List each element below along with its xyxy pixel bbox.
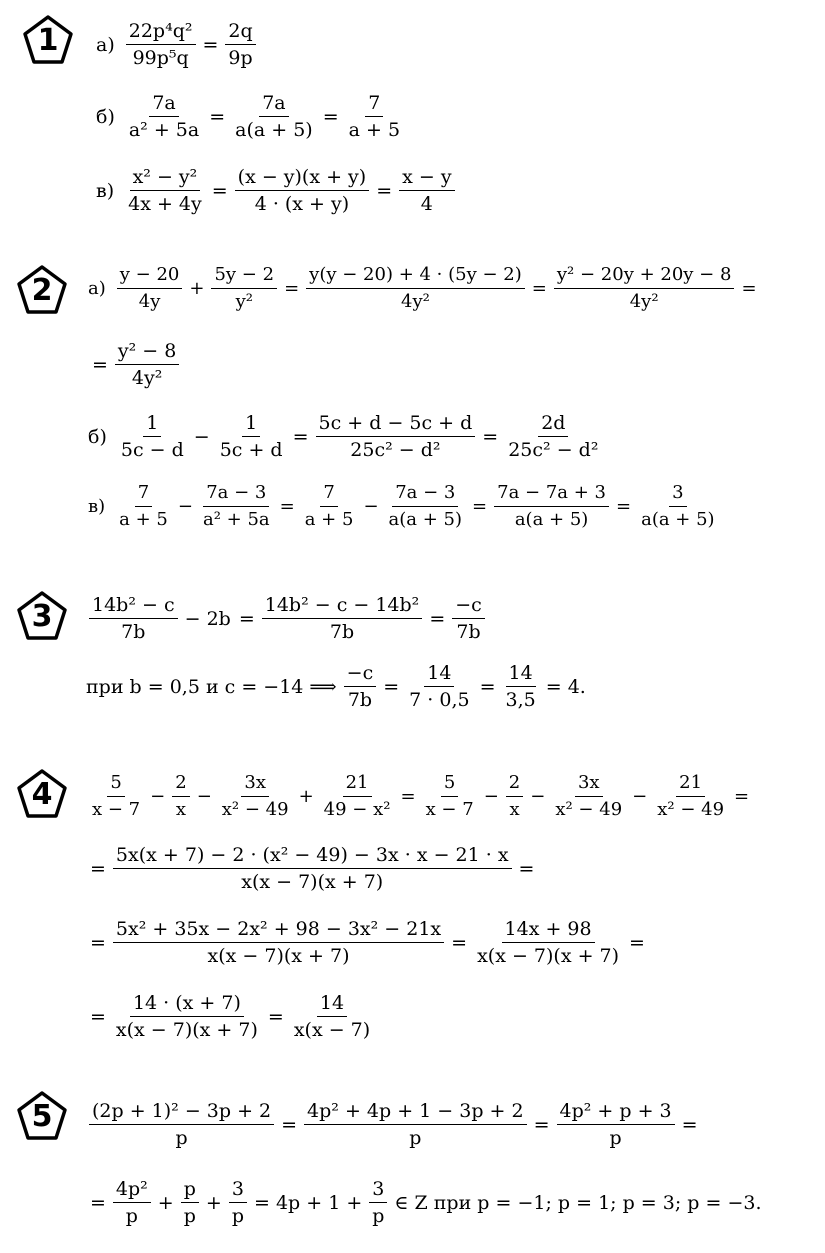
item-label: в) <box>88 496 106 517</box>
problem-badge-2 <box>16 264 68 316</box>
fraction <box>126 90 202 143</box>
denominator: a² + 5a <box>128 119 200 141</box>
fraction <box>452 592 485 645</box>
operator: = <box>90 1005 106 1028</box>
numerator: 7a − 7a + 3 <box>494 480 609 507</box>
operator: − <box>483 786 499 807</box>
denominator: a + 5 <box>304 509 354 530</box>
numerator: p <box>181 1176 199 1203</box>
fraction <box>113 842 512 895</box>
denominator: x − 7 <box>92 799 141 820</box>
operator: = <box>209 105 226 128</box>
fraction <box>474 916 622 969</box>
p1-line-a <box>96 18 259 71</box>
operator: = <box>531 278 547 299</box>
denominator: x <box>175 799 187 820</box>
denominator: 4x + 4y <box>128 193 202 215</box>
operator: = <box>533 1113 550 1136</box>
numerator: 21 <box>676 770 705 797</box>
operator: = <box>92 353 108 376</box>
problem-badge-4 <box>16 768 68 820</box>
operator: = <box>479 675 496 698</box>
fraction <box>113 990 261 1043</box>
operator: = <box>616 496 632 517</box>
denominator: x² − 49 <box>555 799 623 820</box>
fraction <box>321 770 394 823</box>
numerator: 7a <box>149 90 178 117</box>
denominator: 49 − x² <box>323 799 391 820</box>
fraction <box>654 770 727 823</box>
p4-line-4 <box>86 990 376 1043</box>
operator: = <box>741 278 757 299</box>
denominator: 4 · (x + y) <box>254 193 350 215</box>
item-label: б) <box>88 425 107 448</box>
operator: = <box>376 179 393 202</box>
fraction <box>125 164 205 217</box>
fraction <box>399 164 454 217</box>
denominator: a(a + 5) <box>514 509 589 530</box>
p3-line-2 <box>86 660 590 713</box>
fraction <box>219 770 292 823</box>
denominator: x(x − 7)(x + 7) <box>207 945 350 967</box>
numerator: 14 <box>317 990 347 1017</box>
operator: = <box>472 496 488 517</box>
numerator: 22p⁴q² <box>126 18 196 45</box>
operator: = <box>284 278 300 299</box>
numerator: x − y <box>399 164 454 191</box>
operator: = <box>681 1113 698 1136</box>
operator: = <box>90 857 106 880</box>
operator: = <box>451 931 468 954</box>
operator: = <box>202 33 219 56</box>
fraction <box>638 480 718 533</box>
numerator: 5c + d − 5c + d <box>316 410 476 437</box>
fraction <box>302 480 357 533</box>
fraction <box>557 1098 675 1151</box>
operator: − <box>177 496 193 517</box>
fraction <box>494 480 609 533</box>
fraction <box>304 1098 527 1151</box>
fraction <box>115 338 179 391</box>
operator: = <box>281 1113 298 1136</box>
condition-text: при b = 0,5 и c = −14 ⟹ <box>86 675 337 698</box>
denominator: 4y <box>138 291 161 312</box>
operator: = <box>629 931 645 954</box>
denominator: 7 · 0,5 <box>409 689 470 711</box>
numerator: 7a − 3 <box>203 480 269 507</box>
operator: = <box>279 496 295 517</box>
fraction <box>89 592 178 645</box>
fraction <box>554 262 735 315</box>
item-label: б) <box>96 105 115 128</box>
numerator: 14 · (x + 7) <box>130 990 244 1017</box>
denominator: y² <box>235 291 253 312</box>
numerator: 1 <box>143 410 161 437</box>
operator: + <box>157 1191 174 1214</box>
numerator: 7 <box>365 90 383 117</box>
numerator: 14 <box>506 660 536 687</box>
fraction <box>423 770 477 823</box>
numerator: 4p² <box>113 1176 151 1203</box>
denominator: a(a + 5) <box>641 509 715 530</box>
numerator: x² − y² <box>130 164 201 191</box>
denominator: 7b <box>347 689 373 711</box>
denominator: x(x − 7)(x + 7) <box>241 871 384 893</box>
fraction <box>291 990 373 1043</box>
operator: − <box>530 786 546 807</box>
badge-number: 2 <box>31 273 53 308</box>
fraction <box>89 1098 274 1151</box>
operator: − <box>193 425 210 448</box>
fraction <box>316 410 476 463</box>
item-label: в) <box>96 179 115 202</box>
p4-line-3 <box>86 916 649 969</box>
denominator: 25c² − d² <box>508 439 599 461</box>
p4-line-2 <box>86 842 538 895</box>
numerator: 14x + 98 <box>502 916 595 943</box>
numerator: −c <box>344 660 377 687</box>
p5-line-2 <box>86 1176 766 1229</box>
operator: − <box>150 786 166 807</box>
fraction <box>113 916 444 969</box>
denominator: 7b <box>456 621 481 643</box>
badge-number: 4 <box>31 777 53 812</box>
fraction <box>211 262 277 315</box>
numerator: 2 <box>506 770 523 797</box>
fraction <box>262 592 423 645</box>
denominator: a(a + 5) <box>235 119 313 141</box>
p1-line-v <box>96 164 458 217</box>
fraction <box>118 410 187 463</box>
problem-badge-5 <box>16 1090 68 1142</box>
denominator: 25c² − d² <box>350 439 441 461</box>
numerator: 2 <box>172 770 189 797</box>
p2-line-v <box>88 480 721 533</box>
operator: = <box>267 1005 284 1028</box>
operator: = <box>211 179 228 202</box>
fraction <box>235 164 370 217</box>
numerator: 2q <box>225 18 255 45</box>
numerator: y − 20 <box>117 262 183 289</box>
operator: = <box>90 1191 106 1214</box>
numerator: y(y − 20) + 4 · (5y − 2) <box>306 262 525 289</box>
operator: − 2b <box>184 607 231 630</box>
denominator: a(a + 5) <box>388 509 463 530</box>
operator: = <box>238 607 255 630</box>
denominator: p <box>231 1205 244 1227</box>
fraction <box>217 410 286 463</box>
denominator: 7b <box>329 621 355 643</box>
denominator: x² − 49 <box>221 799 289 820</box>
fraction <box>503 660 539 713</box>
fraction <box>229 1176 247 1229</box>
operator: = <box>322 105 339 128</box>
p2-line-a2 <box>88 338 182 391</box>
fraction <box>505 410 601 463</box>
numerator: 3 <box>669 480 686 507</box>
numerator: 5y − 2 <box>211 262 277 289</box>
problem-badge-3 <box>16 590 68 642</box>
fraction <box>232 90 316 143</box>
denominator: a + 5 <box>348 119 401 141</box>
fraction <box>181 1176 199 1229</box>
p3-line-1 <box>86 592 488 645</box>
p1-line-b <box>96 90 406 143</box>
badge-number: 5 <box>31 1099 53 1134</box>
item-label: а) <box>96 33 115 56</box>
fraction <box>89 770 143 823</box>
denominator: x(x − 7) <box>293 1019 371 1041</box>
denominator: 3,5 <box>505 689 536 711</box>
fraction <box>172 770 189 823</box>
fraction <box>552 770 625 823</box>
denominator: p <box>409 1127 422 1149</box>
operator: + <box>189 278 205 299</box>
numerator: 14b² − c <box>89 592 178 619</box>
fraction <box>506 770 523 823</box>
operator: − <box>632 786 648 807</box>
numerator: 3x <box>575 770 603 797</box>
denominator: x <box>509 799 520 820</box>
denominator: x(x − 7)(x + 7) <box>477 945 620 967</box>
numerator: y² − 8 <box>115 338 179 365</box>
p5-line-1 <box>86 1098 702 1151</box>
operator: − <box>363 496 379 517</box>
numerator: 5x(x + 7) − 2 · (x² − 49) − 3x · x − 21 · x <box>113 842 512 869</box>
operator: = <box>734 786 750 807</box>
operator: = <box>383 675 400 698</box>
numerator: (2p + 1)² − 3p + 2 <box>89 1098 274 1125</box>
fraction <box>225 18 255 71</box>
fraction <box>406 660 472 713</box>
denominator: 4y² <box>401 291 430 312</box>
operator: = <box>292 425 309 448</box>
numerator: 7 <box>135 480 152 507</box>
denominator: p <box>372 1205 385 1227</box>
denominator: 4y² <box>629 291 659 312</box>
operator: = <box>482 425 499 448</box>
numerator: 5 <box>441 770 458 797</box>
fraction <box>346 90 403 143</box>
fraction <box>117 262 183 315</box>
numerator: 14b² − c − 14b² <box>262 592 423 619</box>
fraction <box>306 262 525 315</box>
denominator: 9p <box>228 47 253 69</box>
denominator: x(x − 7)(x + 7) <box>115 1019 258 1041</box>
result-text: ∈ Z при p = −1; p = 1; p = 3; p = −3. <box>394 1191 762 1214</box>
badge-number: 3 <box>31 599 53 634</box>
numerator: 1 <box>242 410 260 437</box>
numerator: 3 <box>229 1176 247 1203</box>
item-label: а) <box>88 278 106 299</box>
numerator: 3x <box>241 770 269 797</box>
p2-line-a1 <box>88 262 761 315</box>
denominator: 5c + d <box>219 439 283 461</box>
p2-line-b <box>88 410 604 463</box>
operator: = <box>429 607 446 630</box>
fraction <box>369 1176 387 1229</box>
numerator: (x − y)(x + y) <box>235 164 370 191</box>
denominator: 7b <box>121 621 146 643</box>
numerator: y² − 20y + 20y − 8 <box>554 262 735 289</box>
denominator: 4y² <box>131 367 163 389</box>
numerator: −c <box>452 592 485 619</box>
numerator: 2d <box>538 410 568 437</box>
numerator: 4p² + 4p + 1 − 3p + 2 <box>304 1098 527 1125</box>
denominator: a + 5 <box>119 509 168 530</box>
denominator: p <box>125 1205 138 1227</box>
operator: = <box>400 786 416 807</box>
denominator: x − 7 <box>425 799 474 820</box>
denominator: 99p⁵q <box>132 47 189 69</box>
denominator: p <box>183 1205 196 1227</box>
numerator: 7a − 3 <box>392 480 458 507</box>
fraction <box>200 480 273 533</box>
denominator: 4 <box>420 193 433 215</box>
operator: + <box>205 1191 222 1214</box>
fraction <box>126 18 196 71</box>
expression-text: = 4p + 1 + <box>253 1191 363 1214</box>
numerator: 7 <box>320 480 337 507</box>
result-text: = 4. <box>545 675 586 698</box>
numerator: 14 <box>424 660 454 687</box>
numerator: 21 <box>343 770 372 797</box>
numerator: 5 <box>107 770 124 797</box>
fraction <box>344 660 377 713</box>
numerator: 5x² + 35x − 2x² + 98 − 3x² − 21x <box>113 916 444 943</box>
fraction <box>116 480 171 533</box>
badge-number: 1 <box>37 23 59 58</box>
denominator: p <box>175 1127 188 1149</box>
denominator: a² + 5a <box>202 509 270 530</box>
operator: − <box>196 786 212 807</box>
p4-line-1 <box>86 770 753 823</box>
denominator: 5c − d <box>120 439 184 461</box>
numerator: 4p² + p + 3 <box>557 1098 675 1125</box>
operator: + <box>298 786 314 807</box>
fraction <box>113 1176 151 1229</box>
denominator: x² − 49 <box>657 799 725 820</box>
operator: = <box>90 931 106 954</box>
problem-badge-1 <box>22 14 74 66</box>
operator: = <box>518 857 535 880</box>
fraction <box>386 480 466 533</box>
numerator: 3 <box>369 1176 387 1203</box>
numerator: 7a <box>259 90 288 117</box>
denominator: p <box>609 1127 622 1149</box>
